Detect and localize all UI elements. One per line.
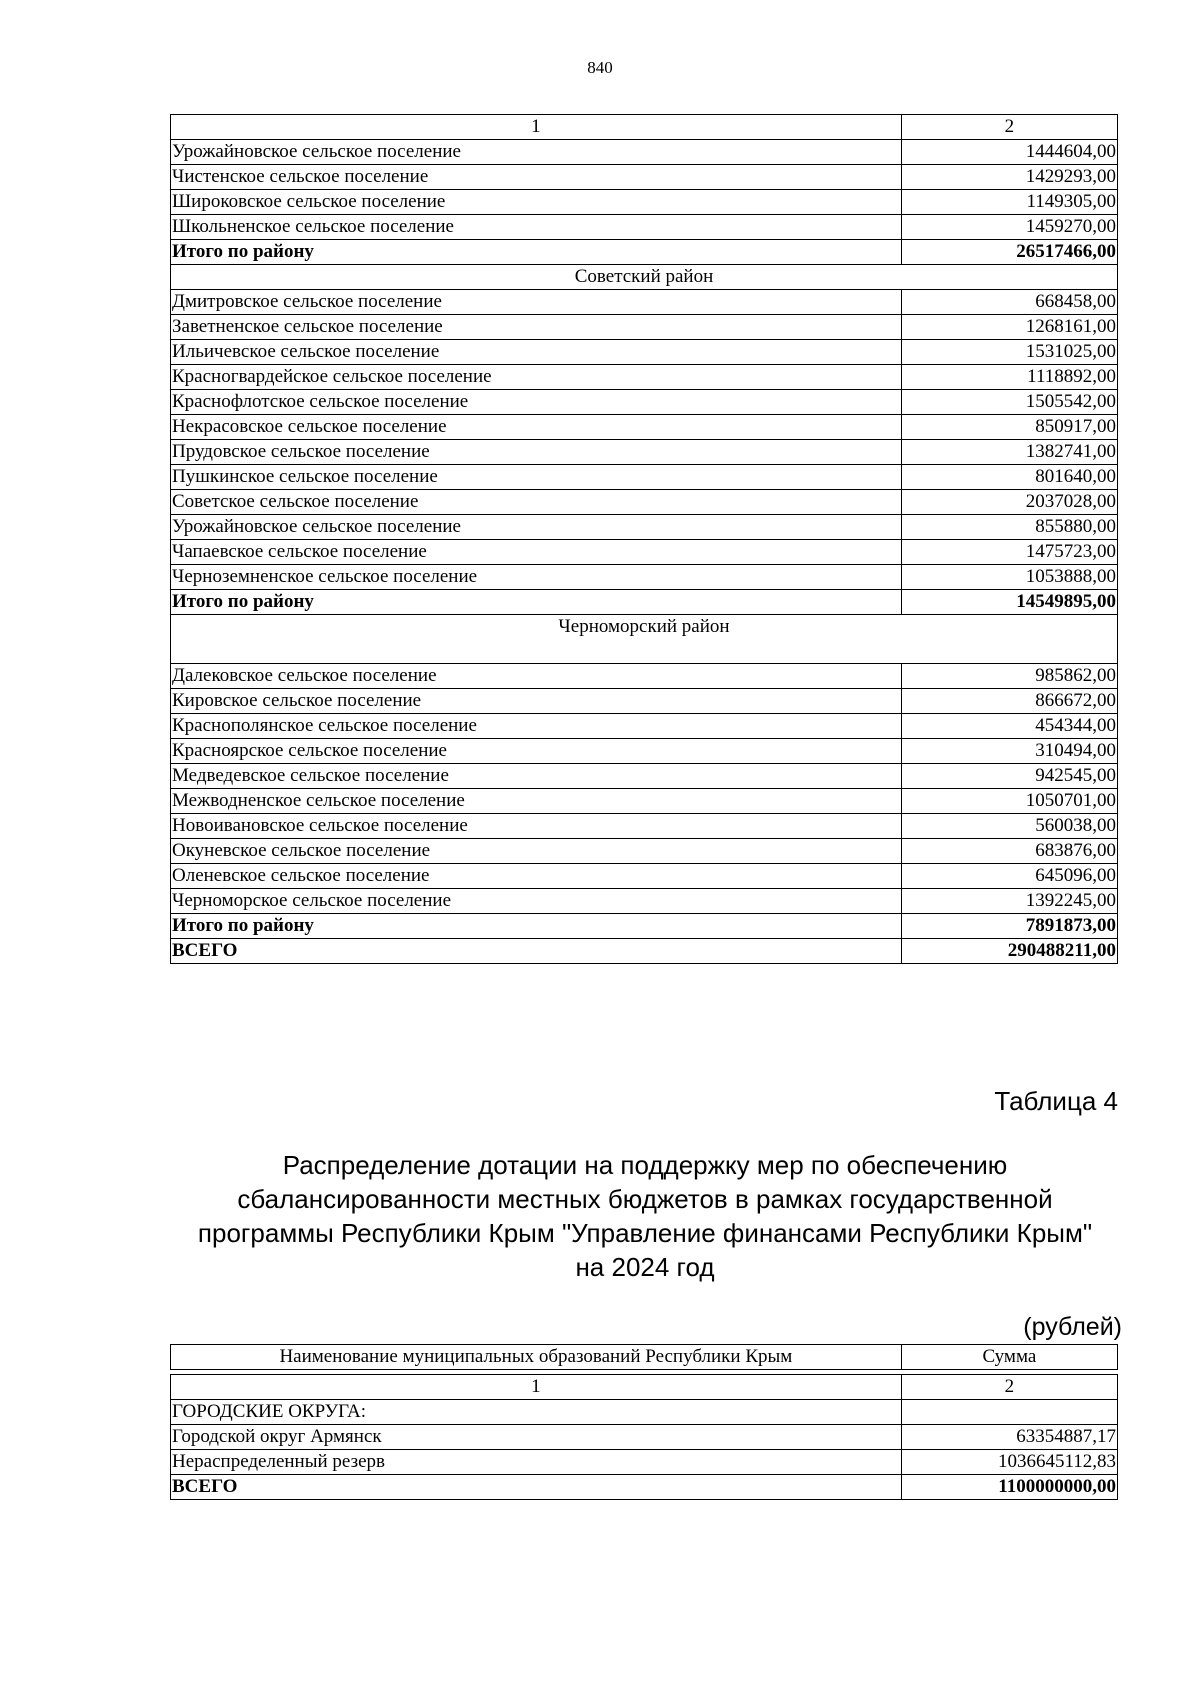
row-sum: 1444604,00 [901,140,1117,165]
table-row [171,1450,1118,1475]
row-sum: 985862,00 [901,664,1117,689]
table-row [171,140,1118,165]
row-name: Школьненское сельское поселение [171,215,902,240]
row-sum: 866672,00 [901,689,1117,714]
row-sum: 1149305,00 [901,190,1117,215]
header-sum: Сумма [901,1345,1117,1370]
row-name: Заветненское сельское поселение [171,315,902,340]
row-name: Ильичевское сельское поселение [171,340,902,365]
total-row [171,939,1118,964]
row-name: Широковское сельское поселение [171,190,902,215]
row-name: Краснополянское сельское поселение [171,714,902,739]
row-name: Прудовское сельское поселение [171,440,902,465]
table-row [171,889,1118,914]
row-sum: 1505542,00 [901,390,1117,415]
row-name: Советское сельское поселение [171,490,902,515]
row-name: Некрасовское сельское поселение [171,415,902,440]
row-name: Далековское сельское поселение [171,664,902,689]
row-name: Итого по району [171,914,902,939]
row-sum: 1382741,00 [901,440,1117,465]
row-name: Чистенское сельское поселение [171,165,902,190]
table-row [171,789,1118,814]
row-name: Кировское сельское поселение [171,689,902,714]
row-sum: 2037028,00 [901,490,1117,515]
row-sum: 668458,00 [901,290,1117,315]
row-sum: 1392245,00 [901,889,1117,914]
row-sum: 1268161,00 [901,315,1117,340]
table-row [171,764,1118,789]
table-row [171,415,1118,440]
row-sum: 1100000000,00 [901,1475,1117,1500]
column-number-1: 1 [171,1375,902,1400]
table-row [171,215,1118,240]
row-name: Пушкинское сельское поселение [171,465,902,490]
row-sum: 1459270,00 [901,215,1117,240]
table-row [171,839,1118,864]
table4-header [170,1344,1118,1370]
row-sum: 1050701,00 [901,789,1117,814]
row-sum: 1118892,00 [901,365,1117,390]
section-title: Черноморский район [171,615,1118,664]
row-sum: 310494,00 [901,739,1117,764]
row-name: ВСЕГО [171,939,902,964]
row-name: Новоивановское сельское поселение [171,814,902,839]
row-name: Краснофлотское сельское поселение [171,390,902,415]
row-sum: 1036645112,83 [901,1450,1117,1475]
row-name: Черноземненское сельское поселение [171,565,902,590]
page-number: 840 [587,58,613,77]
row-name: Городской округ Армянск [171,1425,902,1450]
table-row [171,864,1118,889]
table-row [171,165,1118,190]
table-row [171,664,1118,689]
row-name: ВСЕГО [171,1475,902,1500]
table-row [171,440,1118,465]
unit-note: (рублей) [1023,1313,1122,1341]
row-name: ГОРОДСКИЕ ОКРУГА: [171,1400,902,1425]
row-name: Урожайновское сельское поселение [171,140,902,165]
table-row [171,1425,1118,1450]
row-sum: 855880,00 [901,515,1117,540]
allocation-table-continued [170,114,1118,964]
row-sum: 1053888,00 [901,565,1117,590]
row-sum: 7891873,00 [901,914,1117,939]
row-sum: 26517466,00 [901,240,1117,265]
column-number-2: 2 [901,1375,1117,1400]
section-title: Советский район [171,265,1118,290]
total-row [171,590,1118,615]
row-name: Урожайновское сельское поселение [171,515,902,540]
row-sum: 801640,00 [901,465,1117,490]
row-name: Окуневское сельское поселение [171,839,902,864]
table-row [171,490,1118,515]
column-number-1: 1 [171,115,902,140]
row-sum: 454344,00 [901,714,1117,739]
table-row [171,315,1118,340]
row-sum [901,1400,1117,1425]
row-name: Итого по району [171,240,902,265]
table4-body [170,1374,1118,1500]
row-name: Нераспределенный резерв [171,1450,902,1475]
row-sum: 942545,00 [901,764,1117,789]
header-name: Наименование муниципальных образований Республики Крым [171,1345,902,1370]
table-row [171,814,1118,839]
row-sum: 850917,00 [901,415,1117,440]
table-row [171,540,1118,565]
row-name: Черноморское сельское поселение [171,889,902,914]
row-sum: 290488211,00 [901,939,1117,964]
table-row [171,714,1118,739]
column-number-row [171,1375,1118,1400]
row-name: Красногвардейское сельское поселение [171,365,902,390]
row-name: Межводненское сельское поселение [171,789,902,814]
section-row [171,265,1118,290]
table-row [171,190,1118,215]
table-row [171,365,1118,390]
column-number-row [171,115,1118,140]
row-name: Оленевское сельское поселение [171,864,902,889]
section-row [171,615,1118,664]
table-row [171,340,1118,365]
total-row [171,240,1118,265]
table-row [171,739,1118,764]
table-label: Таблица 4 [994,1086,1118,1116]
total-row [171,914,1118,939]
table-row [171,689,1118,714]
table-row [171,565,1118,590]
row-sum: 1531025,00 [901,340,1117,365]
table-row [171,390,1118,415]
row-sum: 683876,00 [901,839,1117,864]
table-row [171,515,1118,540]
row-sum: 14549895,00 [901,590,1117,615]
column-number-2: 2 [901,115,1117,140]
table4-header-row [171,1345,1118,1370]
row-sum: 645096,00 [901,864,1117,889]
row-name: Чапаевское сельское поселение [171,540,902,565]
table-title: Распределение дотации на поддержку мер по обеспечению сбалансированности местных бюджетов в рамках государственной программы Республики Крым "Управление финансами Республики Крым" на 2024 год [197,1150,1093,1282]
row-sum: 63354887,17 [901,1425,1117,1450]
table-row [171,465,1118,490]
row-name: Итого по району [171,590,902,615]
row-name: Красноярское сельское поселение [171,739,902,764]
row-name: Медведевское сельское поселение [171,764,902,789]
row-sum: 1429293,00 [901,165,1117,190]
row-sum: 1475723,00 [901,540,1117,565]
total-row [171,1475,1118,1500]
table-row [171,1400,1118,1425]
table-row [171,290,1118,315]
row-sum: 560038,00 [901,814,1117,839]
row-name: Дмитровское сельское поселение [171,290,902,315]
